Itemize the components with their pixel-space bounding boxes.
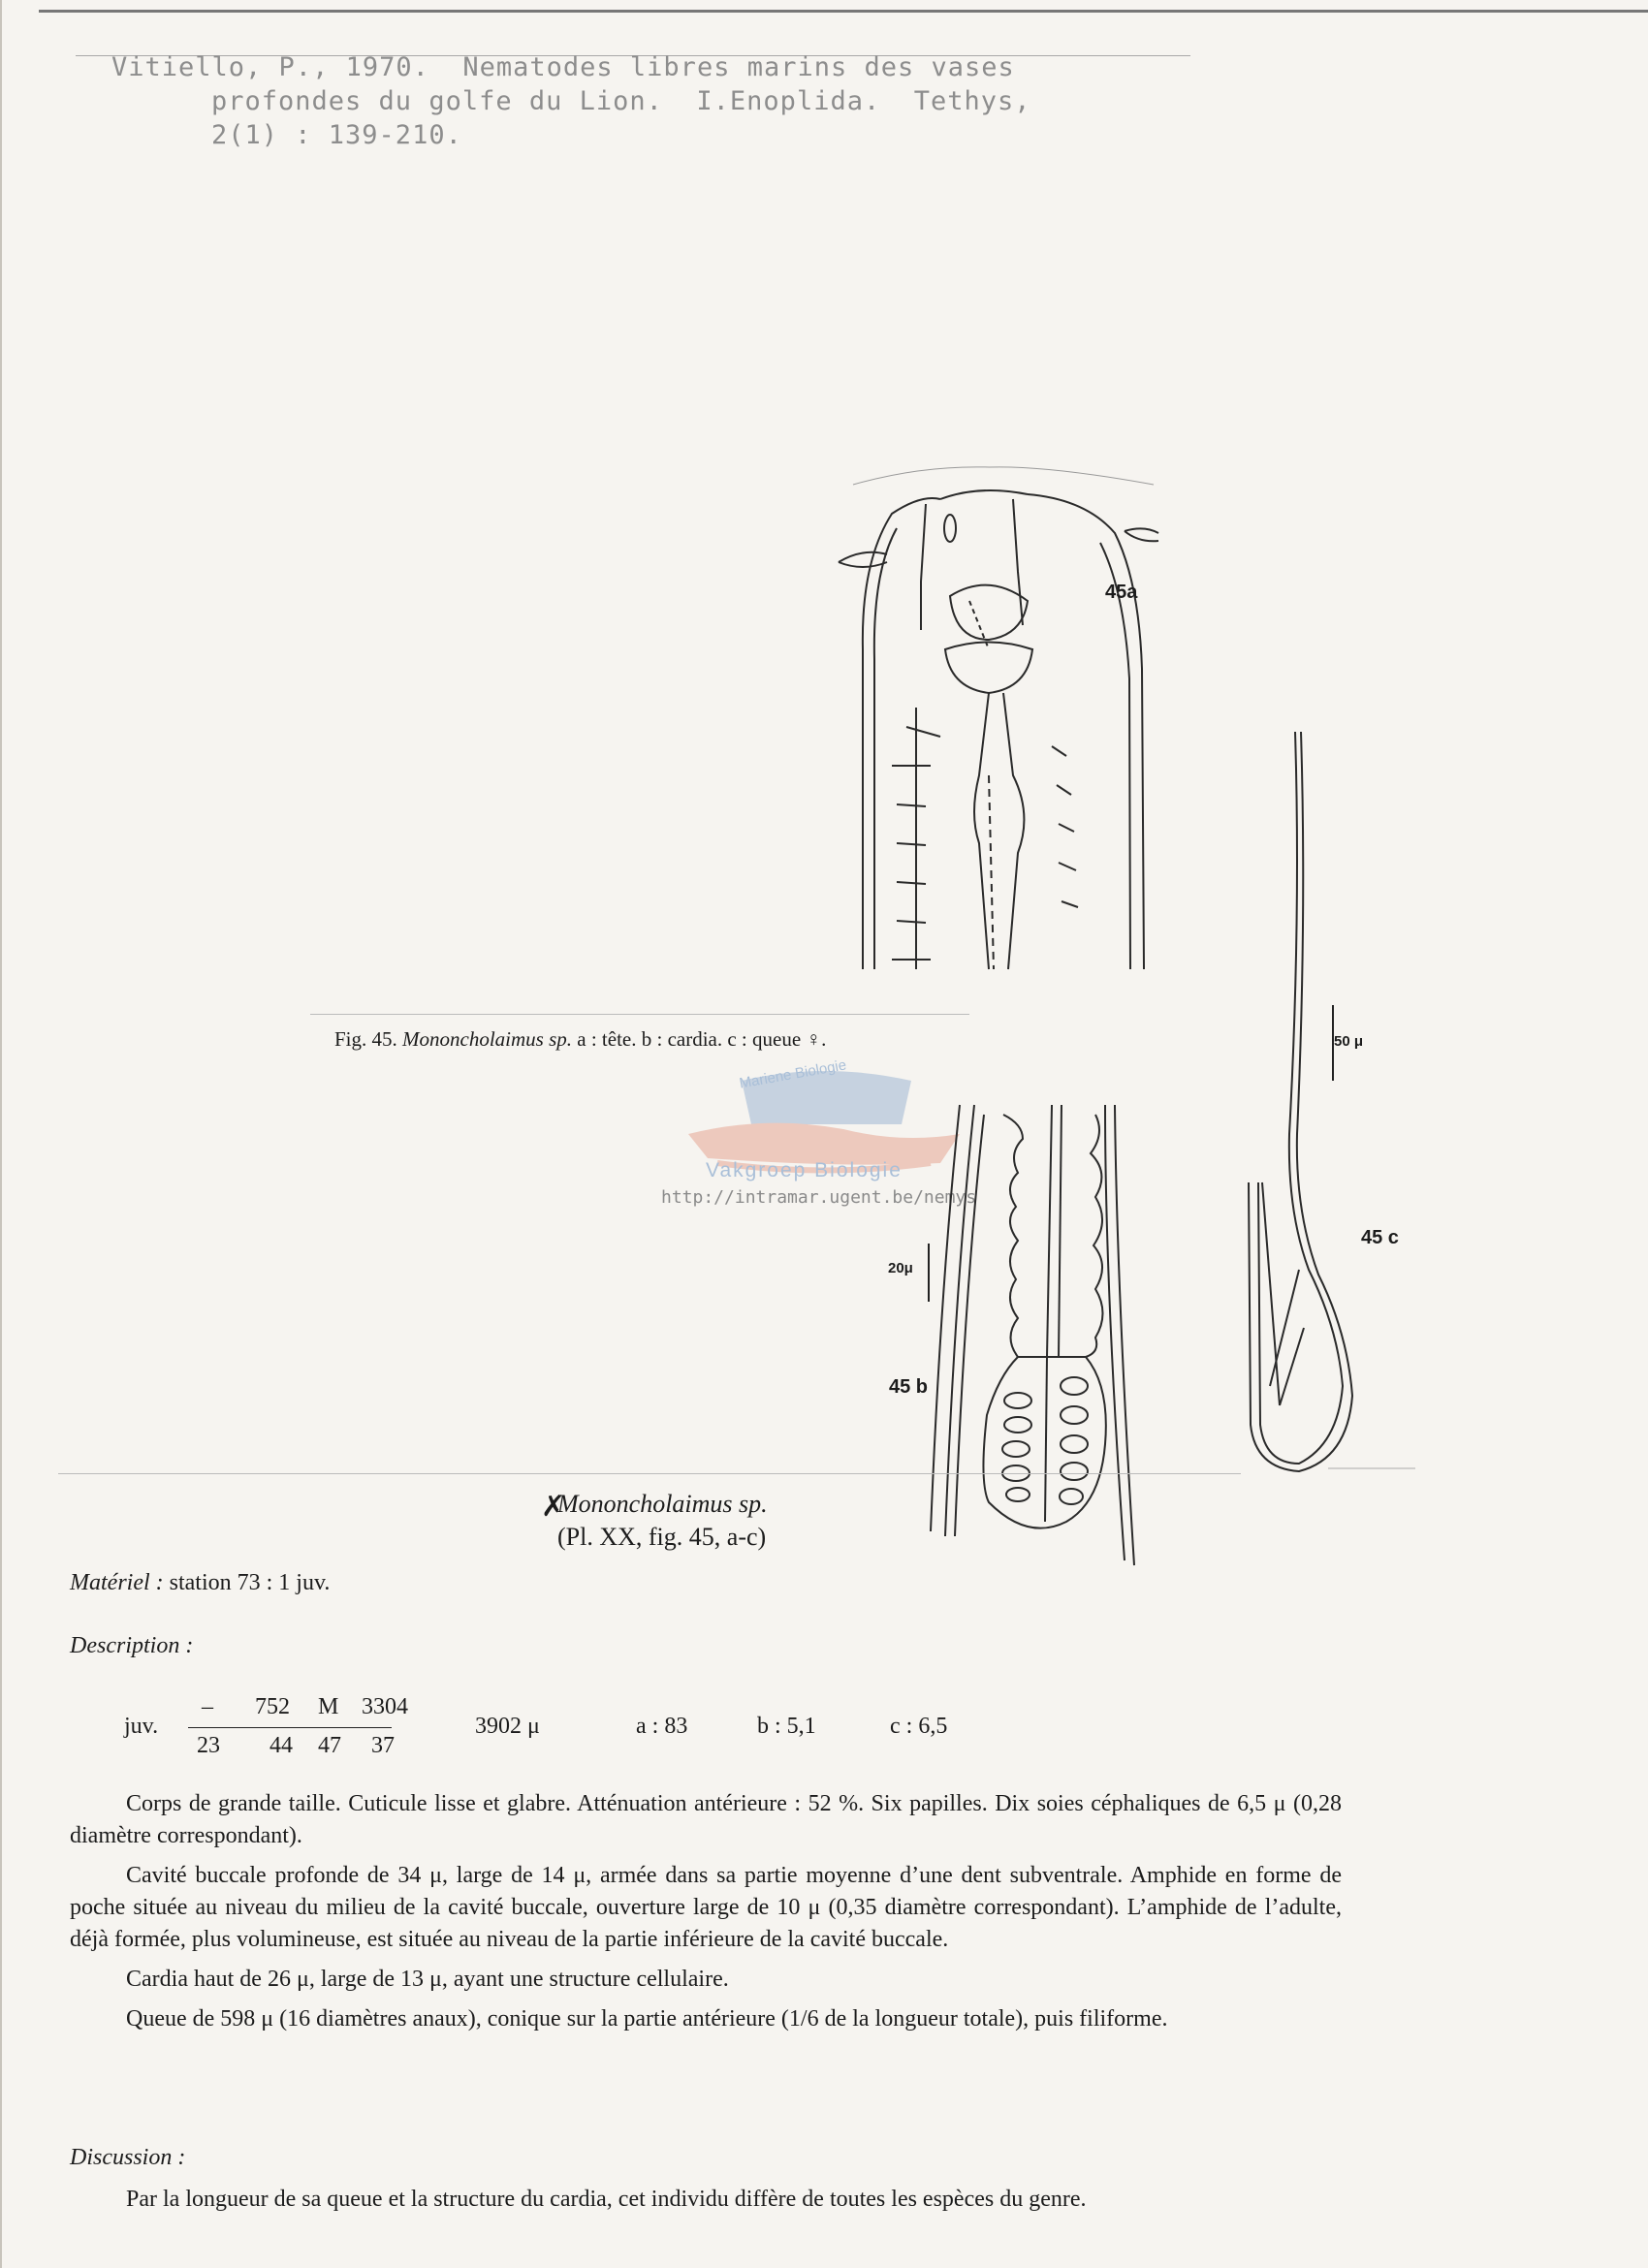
scale-bar-c [1332, 1005, 1334, 1081]
description-paragraph-2: Cavité buccale profonde de 34 μ, large de 14 μ, armée dans sa partie moyenne d’une dent subventrale. Amphide en forme de poche située au niveau du milieu de la cavité buccale, ouverture large de 10 μ (0,35 diamètre correspondant). L’amphide de l’adulte, déjà formée, plus volumineuse, est située au niveau de la partie inférieure de la cavité buccale. [70, 1863, 1342, 1952]
figure-45c-tail-drawing [1241, 727, 1454, 1483]
citation-line-1: Vitiello, P., 1970. Nematodes libres marins des vases [111, 52, 1015, 82]
caption-prefix: Fig. 45. [334, 1027, 397, 1051]
materiel-value: station 73 : 1 juv. [169, 1570, 331, 1595]
figure-rule [310, 1014, 969, 1015]
figure-45a-head-drawing [834, 456, 1173, 979]
formula-top-3: M [318, 1694, 339, 1719]
materiel-line [70, 1570, 330, 1596]
discussion-paragraph: Par la longueur de sa queue et la structure du cardia, cet individu diffère de toutes les espèces du genre. [126, 2187, 1087, 2212]
citation-line-3: 2(1) : 139-210. [211, 120, 462, 150]
formula-fraction-bar [188, 1727, 392, 1728]
watermark-top-text: Mariene Biologie [738, 1056, 848, 1092]
species-reference: (Pl. XX, fig. 45, a-c) [557, 1523, 767, 1551]
scale-bar-label-c: 50 μ [1334, 1033, 1364, 1050]
species-heading [557, 1488, 768, 1554]
formula-bottom-2: 44 [269, 1733, 293, 1758]
caption-species: Mononcholaimus sp. [402, 1027, 573, 1051]
scale-bar-b [928, 1244, 930, 1302]
figure-caption [334, 1027, 826, 1052]
description-body [70, 1788, 1342, 2035]
description-paragraph-4: Queue de 598 μ (16 diamètres anaux), conique sur la partie antérieure (1/6 de la longueur totale), puis filiforme. [126, 2006, 1168, 2032]
formula-a: a : 83 [636, 1714, 688, 1739]
formula-total: 3902 μ [475, 1714, 540, 1739]
formula-top-4: 3304 [362, 1694, 408, 1719]
species-name: Mononcholaimus sp. [557, 1490, 768, 1518]
discussion-heading: Discussion : [70, 2145, 186, 2170]
formula-bottom-4: 37 [371, 1733, 395, 1758]
formula-c: c : 6,5 [890, 1714, 948, 1739]
formula-bottom-1: 23 [197, 1733, 220, 1758]
figure-label-45c: 45 c [1361, 1227, 1399, 1248]
page-edge [0, 0, 2, 2268]
formula-stage: juv. [124, 1714, 159, 1739]
figure-label-45b: 45 b [889, 1376, 929, 1398]
section-rule [58, 1473, 1241, 1474]
page-top-rule [39, 10, 1648, 13]
materiel-label: Matériel : [70, 1570, 164, 1595]
formula-top-2: 752 [255, 1694, 290, 1719]
formula-bottom-3: 47 [318, 1733, 341, 1758]
description-heading: Description : [70, 1633, 194, 1658]
watermark-middle-text: Vakgroep Biologie [706, 1159, 903, 1181]
caption-rest: a : tête. b : cardia. c : queue ♀. [577, 1027, 827, 1051]
formula-top-1: – [202, 1694, 213, 1719]
handwritten-check-mark: ✗ [541, 1491, 566, 1523]
citation-block [111, 50, 1188, 152]
description-paragraph-1: Corps de grande taille. Cuticule lisse et glabre. Atténuation antérieure : 52 %. Six papilles. Dix soies céphaliques de 6,5 μ (0,28 diamètre correspondant). [70, 1791, 1342, 1848]
watermark-url[interactable]: http://intramar.ugent.be/nemys [661, 1187, 977, 1208]
de-man-formula [124, 1694, 1093, 1762]
citation-line-2: profondes du golfe du Lion. I.Enoplida. Tethys, [211, 86, 1031, 116]
discussion-body [70, 2184, 1342, 2216]
description-paragraph-3: Cardia haut de 26 μ, large de 13 μ, ayant une structure cellulaire. [126, 1967, 729, 1992]
formula-b: b : 5,1 [757, 1714, 816, 1739]
figure-45b-cardia-drawing [911, 1095, 1231, 1580]
figure-label-45a: 45a [1105, 582, 1138, 603]
scale-bar-label-b: 20μ [888, 1260, 913, 1276]
